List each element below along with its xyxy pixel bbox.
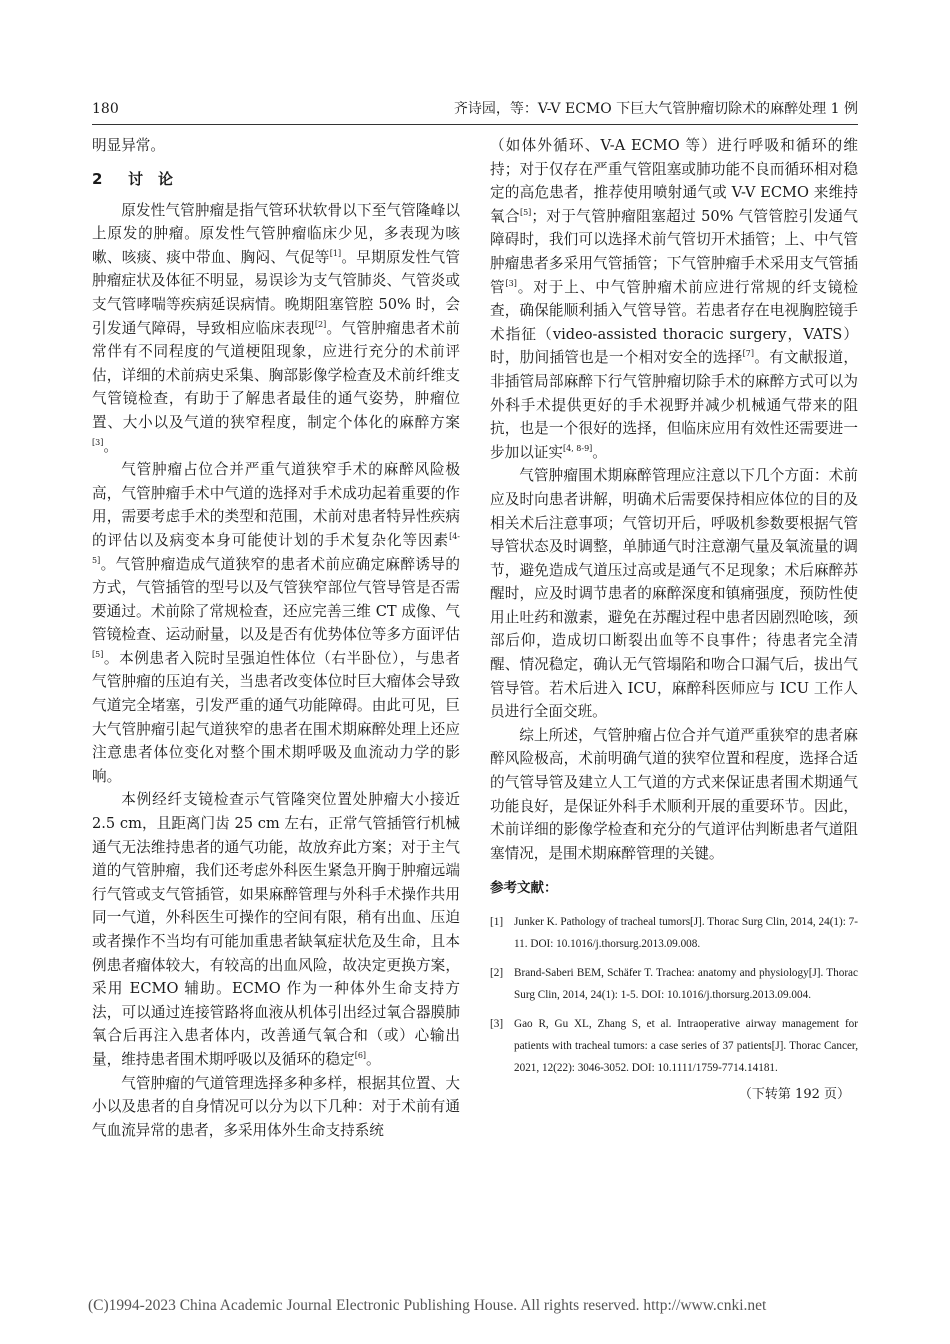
- reference-number: [2]: [490, 967, 504, 980]
- paragraph: 综上所述，气管肿瘤占位合并气道严重狭窄的患者麻醉风险极高，术前明确气道的狭窄位置和程度，选择合适的气管导管及建立人工气道的方式来保证患者围术期通气功能良好，是保证外科手术顺利开展的重要环节。因此，术前详细的影像学检查和充分的气道评估判断患者气道阻塞情况，是围术期麻醉管理的关键。: [490, 726, 858, 862]
- intro-fragment: 明显异常。: [92, 137, 165, 154]
- citation: [6]: [354, 1050, 367, 1060]
- paragraph: 气管肿瘤围术期麻醉管理应注意以下几个方面：术前应及时向患者讲解，明确术后需要保持相应体位的目的及相关术后注意事项；气管切开后，呼吸机参数要根据气管导管状态及时调整，单肺通气时注意潮气量及氧流量的调节，避免造成气道压过高或是通气不足现象；术后麻醉苏醒时，应及时调节患者的麻醉深度和镇痛强度，预防性使用止吐药和激素，避免在苏醒过程中患者因剧烈呛咳，颈部后仰，造成切口断裂出血等不良事件；待患者完全清醒、情况稳定，确认无气管塌陷和吻合口漏气后，拔出气管导管。若术后进入 ICU，麻醉科医师应与 ICU 工作人员进行全面交班。: [490, 467, 858, 721]
- reference-text: Brand-Saberi BEM, Schäfer T. Trachea: anatomy and physiology[J]. Thorac Surg Clin, 2014, 24(1): 1-5. DOI: 10.1016/j.thorsurg.2013.09.004.: [514, 967, 858, 1002]
- reference-list: [490, 911, 858, 1079]
- paragraph: （如体外循环、V-A ECMO 等）进行呼吸和循环的维持；对于仅存在严重气管阻塞或肺功能不良而循环相对稳定的高危患者，推荐使用喷射通气或 V-V ECMO 来维持氧合[5]；对于气管肿瘤阻塞超过 50% 气管管腔引发通气障碍时，我们可以选择术前气管切开术插管；上、中气管肿瘤患者多采用气管插管；下气管肿瘤手术采用支气管插管[3]。对于上、中气管肿瘤术前应进行常规的纤支镜检查，确保能顺利插入气管导管。若患者存在电视胸腔镜手术指征（video-assisted thoracic surgery，VATS）时，肋间插管也是一个相对安全的选择[7]。有文献报道，非插管局部麻醉下行气管肿瘤切除手术的麻醉方式可以为外科手术提供更好的手术视野并减少机械通气带来的阻抗，也是一个很好的选择，但临床应用有效性还需要进一步加以证实[4, 8-9]。: [490, 137, 858, 461]
- citation: [1]: [329, 248, 342, 258]
- left-column: [92, 134, 460, 1142]
- header-rule: [92, 124, 858, 125]
- citation: [5]: [92, 649, 104, 659]
- reference-number: [3]: [490, 1018, 504, 1031]
- section-heading: [92, 167, 460, 191]
- reference-text: Junker K. Pathology of tracheal tumors[J]. Thorac Surg Clin, 2014, 24(1): 7-11. DOI: 10.1016/j.thorsurg.2013.09.008.: [514, 916, 858, 951]
- reference-item: [490, 911, 858, 955]
- citation: [3]: [505, 278, 517, 288]
- paragraph: 气管肿瘤的气道管理选择多种多样，根据其位置、大小以及患者的自身情况可以分为以下几种：对于术前有通气血流异常的患者，多采用体外生命支持系统: [92, 1074, 460, 1139]
- page-number: 180: [92, 101, 119, 117]
- copyright-text: (C)1994-2023 China Academic Journal Electronic Publishing House. All rights reserved.: [88, 1297, 640, 1314]
- reference-item: [490, 962, 858, 1006]
- right-column: [490, 134, 858, 1106]
- running-title: 齐诗园，等：V-V ECMO 下巨大气管肿瘤切除术的麻醉处理 1 例: [453, 101, 858, 117]
- footer-url: http://www.cnki.net: [643, 1297, 767, 1314]
- citation: [4, 8-9]: [562, 443, 593, 453]
- reference-text: Gao R, Gu XL, Zhang S, et al. Intraoperative airway management for patients with tracheal tumors: a case series of 37 patients[J]. Thorac Cancer, 2021, 12(22): 3046-3052. DOI: 10.1111/1759-7714.14181.: [514, 1018, 858, 1075]
- paragraph: 本例经纤支镜检查示气管隆突位置处肿瘤大小接近 2.5 cm，且距离门齿 25 cm 左右，正常气管插管行机械通气无法维持患者的通气功能，故放弃此方案；对于主气道的气管肿瘤，我们还考虑外科医生紧急开胸于肿瘤远端行气管或支气管插管，如果麻醉管理与外科手术操作共用同一气道，外科医生可操作的空间有限，稍有出血、压迫或者操作不当均有可能加重患者缺氧症状危及生命，且本例患者瘤体较大，有较高的出血风险，故决定更换方案，采用 ECMO 辅助。ECMO 作为一种体外生命支持方法，可以通过连接管路将血液从机体引出经过氧合器膜肺氧合后再注入患者体内，改善通气氧合和（或）心输出量，维持患者围术期呼吸以及循环的稳定[6]。: [92, 791, 460, 1068]
- citation: [4-5]: [92, 531, 460, 565]
- references-heading: 参考文献：: [490, 880, 558, 897]
- citation: [2]: [314, 319, 327, 329]
- continued-note: （下转第 192 页）: [738, 1087, 850, 1103]
- footer: [88, 1295, 868, 1317]
- citation: [7]: [742, 349, 754, 359]
- reference-number: [1]: [490, 916, 504, 929]
- paragraph: 原发性气管肿瘤是指气管环状软骨以下至气管隆峰以上原发的肿瘤。原发性气管肿瘤临床少见，多表现为咳嗽、咳痰、痰中带血、胸闷、气促等[1]。早期原发性气管肿瘤症状及体征不明显，易误诊为支气管肺炎、气管炎或支气管哮喘等疾病延误病情。晚期阻塞管腔 50% 时，会引发通气障碍，导致相应临床表现[2]。气管肿瘤患者术前常伴有不同程度的气道梗阻现象，应进行充分的术前评估，详细的术前病史采集、胸部影像学检查及术前纤维支气管镜检查，有助于了解患者最佳的通气姿势，肿瘤位置、大小以及气道的狭窄程度，制定个体化的麻醉方案[3]。: [92, 201, 460, 455]
- section-number: 2: [92, 169, 103, 188]
- citation: [3]: [92, 437, 104, 447]
- section-title: 讨 论: [128, 169, 174, 188]
- reference-item: [490, 1013, 858, 1079]
- citation: [5]: [519, 207, 532, 217]
- running-header: [92, 98, 858, 120]
- paragraph: 气管肿瘤占位合并严重气道狭窄手术的麻醉风险极高，气管肿瘤手术中气道的选择对手术成功起着重要的作用，需要考虑手术的类型和范围，术前对患者特异性疾病的评估以及病变本身可能使计划的手术复杂化等因素[4-5]。气管肿瘤造成气道狭窄的患者术前应确定麻醉诱导的方式，气管插管的型号以及气管狭窄部位气管导管是否需要通过。术前除了常规检查，还应完善三维 CT 成像、气管镜检查、运动耐量，以及是否有优势体位等多方面评估[5]。本例患者入院时呈强迫性体位（右半卧位），与患者气管肿瘤的压迫有关，当患者改变体位时巨大瘤体会导致气道完全堵塞，引发严重的通气功能障碍。由此可见，巨大气管肿瘤引起气道狭窄的患者在围术期麻醉处理上还应注意患者体位变化对整个围术期呼吸及血流动力学的影响。: [92, 461, 460, 785]
